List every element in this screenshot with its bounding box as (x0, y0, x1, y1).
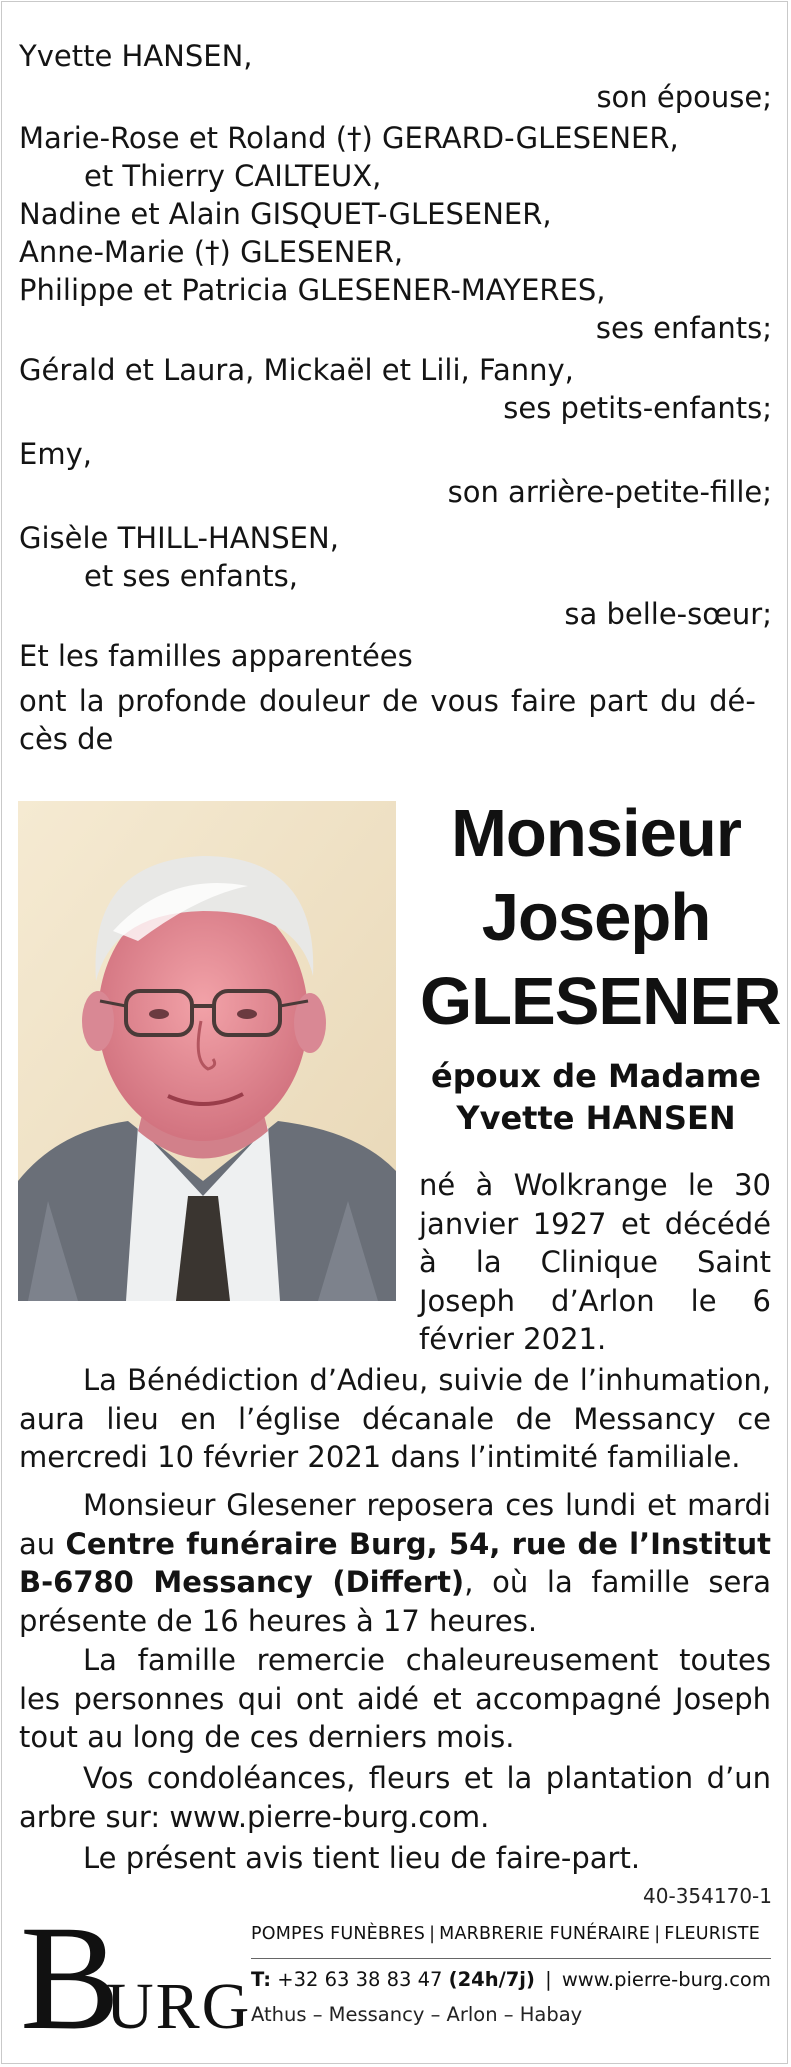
spouse-name: Yvette HANSEN, (19, 39, 253, 73)
service-florist: FLEURISTE (664, 1924, 760, 1944)
child-1: Marie-Rose et Roland (†) GERARD-GLESENER, (19, 121, 679, 155)
child-1-partner: et Thierry CAILTEUX, (84, 159, 382, 193)
thanks-paragraph: La famille remercie chaleureusement toutes les personnes qui ont aidé et accompagné Joseph tout au long de ces derniers mois. (19, 1643, 771, 1754)
logo-rest: URG (106, 1970, 252, 2043)
phone-label: T: (251, 1968, 272, 1991)
portrait-photo (18, 801, 396, 1301)
spouse-role: son épouse; (596, 80, 772, 114)
logo-initial: B (20, 1895, 121, 2061)
service-funeral: POMPES FUNÈBRES (251, 1924, 426, 1944)
towns-line: Athus – Messancy – Arlon – Habay (251, 2003, 583, 2026)
phone-hours: (24h/7j) (448, 1968, 535, 1991)
contact-line (251, 1968, 771, 1991)
deceased-last-name: GLESENER (420, 964, 781, 1039)
services-line (251, 1924, 760, 1944)
footer-divider (251, 1958, 771, 1959)
sister-in-law: Gisèle THILL-HANSEN, (19, 521, 339, 555)
condolences-paragraph: Vos condoléances, fleurs et la plantation d’un arbre sur: www.pierre-burg.com. (19, 1761, 771, 1834)
spouse-line-2: Yvette HANSEN (456, 1099, 736, 1137)
service-separator: | (654, 1924, 661, 1944)
rest-text-after: , où la famille sera présente de 16 heures à 17 heures. (19, 1565, 771, 1638)
great-grandchild: Emy, (19, 437, 92, 471)
announcement-line-2: cès de (19, 722, 114, 756)
child-4: Philippe et Patricia GLESENER-MAYERES, (19, 273, 606, 307)
deceased-title: Monsieur (451, 796, 741, 871)
sister-in-law-children: et ses enfants, (84, 559, 298, 593)
deceased-first-name: Joseph (481, 880, 711, 955)
grandchildren: Gérald et Laura, Mickaël et Lili, Fanny, (19, 353, 574, 387)
farewell-paragraph: La Bénédiction d’Adieu, suivie de l’inhumation, aura lieu en l’église décanale de Messancy ce mercredi 10 février 2021 dans l’intimité familiale. (19, 1363, 771, 1474)
funeral-centre-address: Centre funéraire Burg, 54, rue de l’Institut B-6780 Messancy (Differt) (19, 1526, 772, 1599)
phone-number[interactable]: +32 63 38 83 47 (277, 1968, 443, 1991)
child-3: Anne-Marie (†) GLESENER, (19, 235, 404, 269)
great-grandchild-role: son arrière-petite-fille; (447, 475, 772, 509)
relatives-line: Et les familles apparentées (19, 639, 413, 673)
reference-number: 40-354170-1 (643, 1884, 772, 1908)
spouse-line-1: époux de Madame (431, 1057, 761, 1095)
grandchildren-role: ses petits-enfants; (503, 391, 772, 425)
website-link[interactable]: www.pierre-burg.com (561, 1968, 771, 1991)
notice-paragraph: Le présent avis tient lieu de faire-part. (83, 1841, 641, 1875)
rest-text-before: Monsieur Glesener reposera ces lundi et mardi au (19, 1488, 771, 1561)
service-separator: | (429, 1924, 436, 1944)
birth-death-details: né à Wolkrange le 30 janvier 1927 et décédé à la Clinique Saint Joseph d’Arlon le 6 février 2021. (419, 1168, 771, 1356)
announcement-line-1: ont la profonde douleur de vous faire part du dé- (19, 684, 756, 718)
burg-logo (20, 1895, 252, 2061)
children-role: ses enfants; (595, 311, 772, 345)
service-masonry: MARBRERIE FUNÉRAIRE (439, 1924, 651, 1944)
rest-paragraph (19, 1486, 771, 1640)
child-2: Nadine et Alain GISQUET-GLESENER, (19, 197, 552, 231)
contact-separator: | (545, 1968, 552, 1991)
sister-in-law-role: sa belle-sœur; (564, 597, 772, 631)
